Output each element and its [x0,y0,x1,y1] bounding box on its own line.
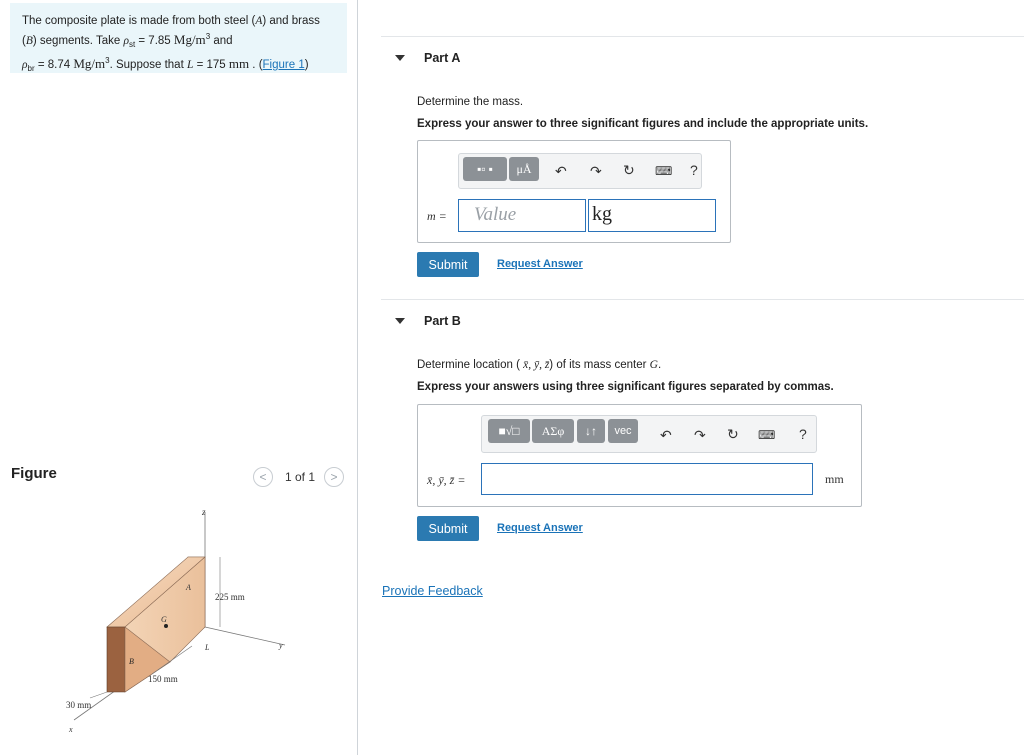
reset-icon[interactable]: ↻ [623,162,635,178]
part-a-question: Determine the mass. [417,96,524,108]
figure-title: Figure [11,465,57,482]
value-placeholder: Value [474,204,517,225]
help-button[interactable]: ? [799,426,807,442]
undo-icon[interactable]: ↶ [555,163,567,179]
mass-center-point [164,624,168,628]
redo-icon[interactable]: ↷ [590,163,602,179]
subscript-button[interactable] [577,419,605,443]
label-g: G [161,615,167,624]
part-b-question: Determine location ( x̄, ȳ, z̄) of its mass center G. [417,359,662,371]
mass-center-variable-label: x̄, ȳ, z̄ = [427,473,466,487]
problem-statement: The composite plate is made from both steel (A) and brass (B) segments. Take $\rho_{st} = 7.85$ $Mg/m^3$ and $\rho_{br} = 8.74$ $Mg/m^3$. Suppose that L = 175 mm . (Figure 1) [10,3,347,73]
part-a-title: Part A [424,51,461,65]
label-b: B [129,657,134,666]
prev-figure-button[interactable] [253,467,273,487]
part-a-instruction: Express your answer to three significant figures and include the appropriate units. [417,118,869,130]
part-a-answer-box [417,140,731,243]
mass-center-unit: mm [825,472,844,486]
dim-30-line [90,692,107,698]
keyboard-icon[interactable]: ⌨ [655,164,673,178]
figure-link[interactable]: Figure 1 [262,58,305,71]
collapse-caret-icon[interactable] [395,55,405,61]
units-button[interactable] [509,157,539,181]
y-axis [205,627,285,645]
next-figure-button[interactable] [324,467,344,487]
label-30mm: 30 mm [66,700,92,710]
unit-value: kg [592,203,612,225]
chevron-right-icon: > [330,470,338,484]
keyboard-icon[interactable]: ⌨ [758,428,776,442]
label-150mm: 150 mm [148,674,178,684]
pager-text: 1 of 1 [285,470,316,484]
part-b-header[interactable] [381,299,1024,342]
redo-icon[interactable]: ↷ [694,427,706,443]
vec-icon: vec [614,425,632,437]
undo-icon[interactable]: ↶ [660,427,672,443]
provide-feedback-link[interactable]: Provide Feedback [382,584,483,598]
vector-button[interactable] [608,419,638,443]
label-x: x [69,725,73,734]
sqrt-templates-icon: ■√□ [498,423,520,438]
part-b-request-answer-link[interactable]: Request Answer [497,522,583,534]
arrows-icon: ↓↑ [585,423,597,438]
label-a: A [186,583,191,592]
label-225mm: 225 mm [215,592,245,602]
mass-value-input[interactable] [458,199,586,232]
part-a-header[interactable] [381,36,1024,79]
part-a-request-answer-link[interactable]: Request Answer [497,258,583,270]
composite-plate-figure [60,502,320,752]
templates-button[interactable] [463,157,507,181]
part-a-submit-button[interactable]: Submit [417,252,479,277]
label-z: z [202,507,206,517]
mass-center-input[interactable] [481,463,813,495]
part-b-instruction: Express your answers using three significant figures separated by commas. [417,381,834,393]
figure-pager [253,466,344,488]
part-b-toolbar [481,415,817,453]
right-panel [359,0,1024,755]
left-panel [0,0,358,755]
chevron-left-icon: < [259,470,267,484]
greek-icon: ΑΣφ [541,423,565,438]
collapse-caret-icon[interactable] [395,318,405,324]
reset-icon[interactable]: ↻ [727,426,739,442]
part-b-answer-box [417,404,862,507]
greek-symbols-button[interactable] [532,419,574,443]
mass-variable-label: m = [427,209,447,223]
help-button[interactable]: ? [690,162,698,178]
label-y: y [279,641,283,650]
label-l: L [205,643,210,652]
templates-button[interactable] [488,419,530,443]
part-a-toolbar [458,153,702,189]
units-icon: μÅ [516,161,532,176]
segment-b-side [107,627,125,692]
part-b-title: Part B [424,314,461,328]
templates-icon: ▪▫ ▪ [477,161,493,176]
mass-unit-input[interactable] [588,199,716,232]
part-b-submit-button[interactable]: Submit [417,516,479,541]
